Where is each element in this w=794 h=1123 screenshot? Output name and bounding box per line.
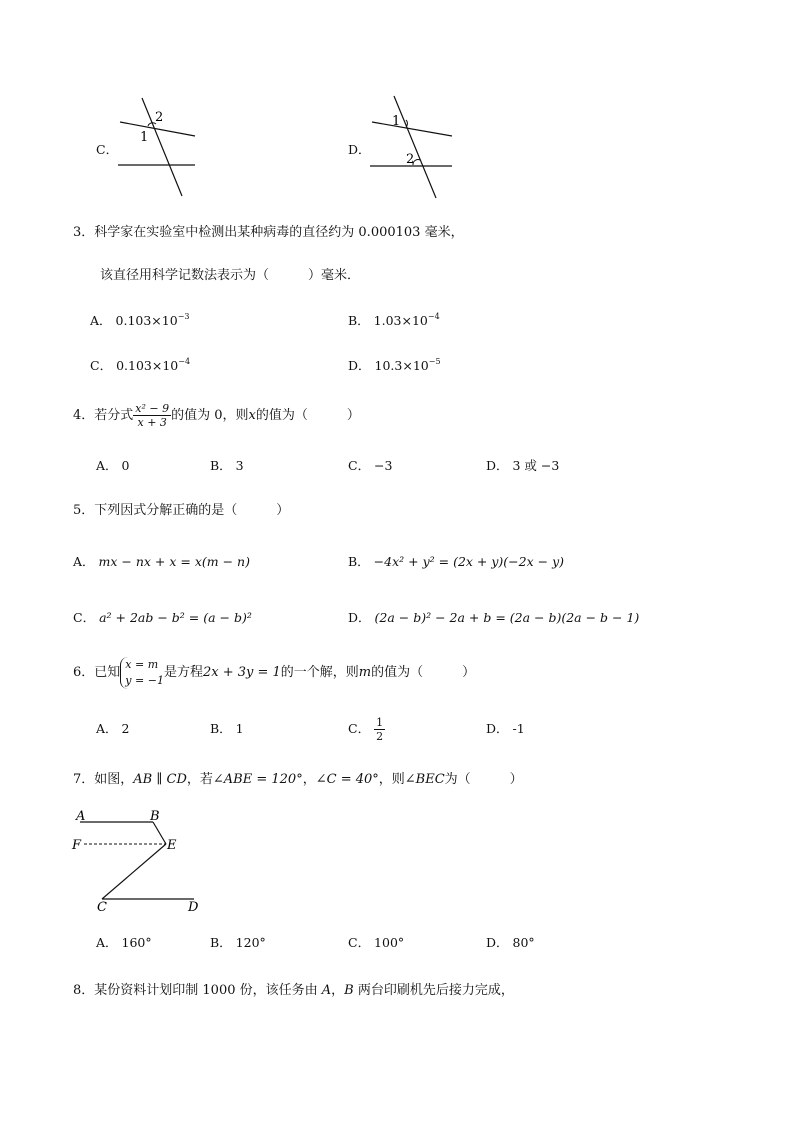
q3-option-d: D． $10.3\times 10^{-5}$ bbox=[348, 357, 441, 373]
q6-equation-system: x = m y = −1 bbox=[120, 657, 164, 689]
q6-option-c: C． $\frac{1}{2}$ bbox=[348, 716, 384, 743]
q8-stem: 8．某份资料计划印制 1000 份，该任务由 A，B 两台印刷机先后接力完成， bbox=[73, 983, 514, 998]
fig-c-angle-1: 1 bbox=[140, 130, 149, 145]
q3-option-c: C． $0.103\times 10^{-4}$ bbox=[90, 357, 191, 373]
q3-stem-line2: 该直径用科学记数法表示为（ ）毫米． bbox=[100, 268, 361, 283]
fig-d-angle-1: 1 bbox=[392, 114, 401, 129]
q5-stem: 5．下列因式分解正确的是（ ） bbox=[73, 503, 290, 518]
option-d-label: D． bbox=[348, 142, 371, 157]
q4-stem: 4．若分式 $\frac{\text{x² − 9}}{x + 3}$ 的值为 0，则x的值为（ ） bbox=[73, 402, 360, 429]
q5-option-a: A． mx − nx + x = x(m − n) bbox=[73, 554, 250, 569]
q8-number: 8． bbox=[73, 983, 95, 998]
q5-option-c: C． a² + 2ab − b² = (a − b)² bbox=[73, 610, 252, 625]
q7-option-b: B． 120° bbox=[210, 935, 266, 950]
q5-option-b: B． −4x² + y² = (2x + y)(−2x − y) bbox=[348, 554, 565, 569]
q7-point-e: E bbox=[167, 838, 177, 853]
q7-point-c: C bbox=[97, 900, 107, 914]
q4-option-c: C． −3 bbox=[348, 458, 393, 473]
figure-option-c bbox=[110, 92, 210, 200]
q7-point-d: D bbox=[188, 900, 199, 914]
q7-figure bbox=[66, 806, 216, 914]
q6-option-b: B． 1 bbox=[210, 721, 244, 736]
q4-option-b: B． 3 bbox=[210, 458, 244, 473]
q3-option-b: B． $1.03\times 10^{-4}$ bbox=[348, 312, 440, 328]
q3-stem-line1 bbox=[73, 225, 464, 241]
option-c-label: C． bbox=[96, 142, 119, 157]
q7-stem: 7．如图，AB ∥ CD，若∠ABE = 120°，∠C = 40°，则∠BEC为（ ） bbox=[73, 772, 523, 787]
q6-option-d: D． -1 bbox=[486, 721, 525, 736]
q7-number: 7． bbox=[73, 772, 95, 787]
fig-c-angle-2: 2 bbox=[155, 110, 164, 125]
q6-option-a: A． 2 bbox=[96, 721, 130, 736]
fig-d-angle-2: 2 bbox=[406, 152, 415, 167]
q7-option-a: A． 160° bbox=[96, 935, 152, 950]
q6-stem: 6．已知 x = m y = −1 是方程2x + 3y = 1的一个解，则m的值为（ ） bbox=[73, 657, 476, 687]
q3-number: 3． bbox=[73, 225, 95, 240]
q4-option-a: A． 0 bbox=[96, 458, 130, 473]
q3-option-a: A． $0.103\times 10^{-3}$ bbox=[90, 312, 190, 328]
q4-number: 4． bbox=[73, 408, 95, 423]
q7-option-c: C． 100° bbox=[348, 935, 405, 950]
q7-point-b: B bbox=[150, 809, 160, 824]
q4-fraction: $\frac{\text{x² − 9}}{x + 3}$ bbox=[135, 402, 170, 429]
q6-number: 6． bbox=[73, 665, 95, 680]
q7-point-f: F bbox=[72, 838, 82, 853]
q7-point-a: A bbox=[76, 809, 86, 824]
q5-number: 5． bbox=[73, 503, 95, 518]
q3-text: 科学家在实验室中检测出某种病毒的直径约为 0.000103 毫米， bbox=[94, 225, 464, 240]
q7-option-d: D． 80° bbox=[486, 935, 535, 950]
q4-option-d: D． 3 或 −3 bbox=[486, 458, 560, 473]
q5-option-d: D． (2a − b)² − 2a + b = (2a − b)(2a − b − 1) bbox=[348, 610, 640, 625]
figure-option-d bbox=[362, 92, 462, 200]
